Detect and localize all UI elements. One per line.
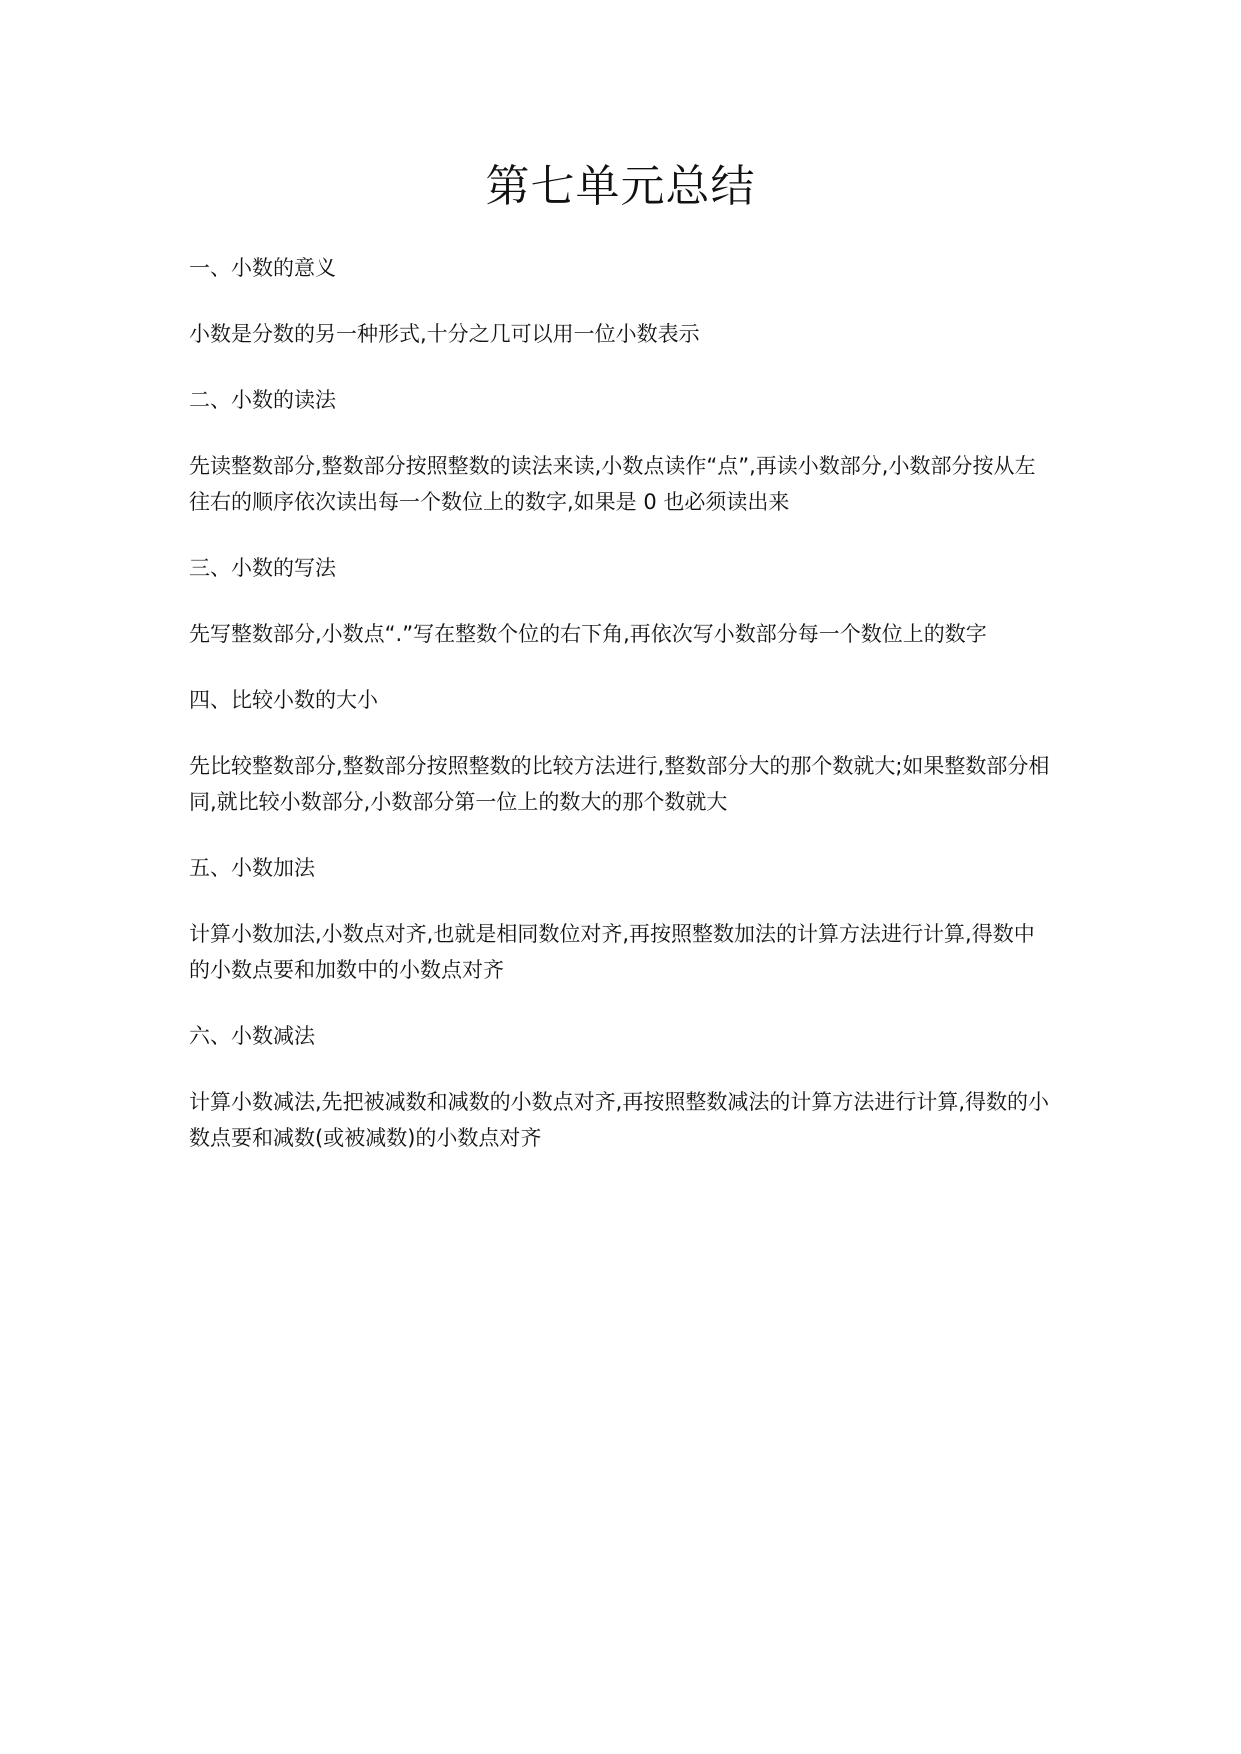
section-body-3: 先写整数部分,小数点“.”写在整数个位的右下角,再依次写小数部分每一个数位上的数字 bbox=[189, 622, 987, 646]
section-body-4: 先比较整数部分,整数部分按照整数的比较方法进行,整数部分大的那个数就大;如果整数部分相同,就比较小数部分,小数部分第一位上的数大的那个数就大 bbox=[189, 754, 1050, 814]
section-heading-2: 二、小数的读法 bbox=[189, 388, 336, 412]
section-body-2: 先读整数部分,整数部分按照整数的读法来读,小数点读作“点”,再读小数部分,小数部分按从左往右的顺序依次读出每一个数位上的数字,如果是 0 也必须读出来 bbox=[189, 454, 1036, 514]
section-body-1: 小数是分数的另一种形式,十分之几可以用一位小数表示 bbox=[189, 322, 700, 346]
section-heading-6: 六、小数减法 bbox=[189, 1024, 315, 1048]
section-heading-1: 一、小数的意义 bbox=[189, 256, 336, 280]
section-body-6: 计算小数减法,先把被减数和减数的小数点对齐,再按照整数减法的计算方法进行计算,得数的小数点要和减数(或被减数)的小数点对齐 bbox=[189, 1090, 1050, 1150]
section-body-5: 计算小数加法,小数点对齐,也就是相同数位对齐,再按照整数加法的计算方法进行计算,得数中的小数点要和加数中的小数点对齐 bbox=[189, 922, 1035, 982]
document-content bbox=[189, 250, 1055, 1186]
page-title: 第七单元总结 bbox=[485, 161, 756, 212]
section-heading-3: 三、小数的写法 bbox=[189, 556, 336, 580]
section-heading-4: 四、比较小数的大小 bbox=[189, 688, 378, 712]
section-heading-5: 五、小数加法 bbox=[189, 856, 315, 880]
